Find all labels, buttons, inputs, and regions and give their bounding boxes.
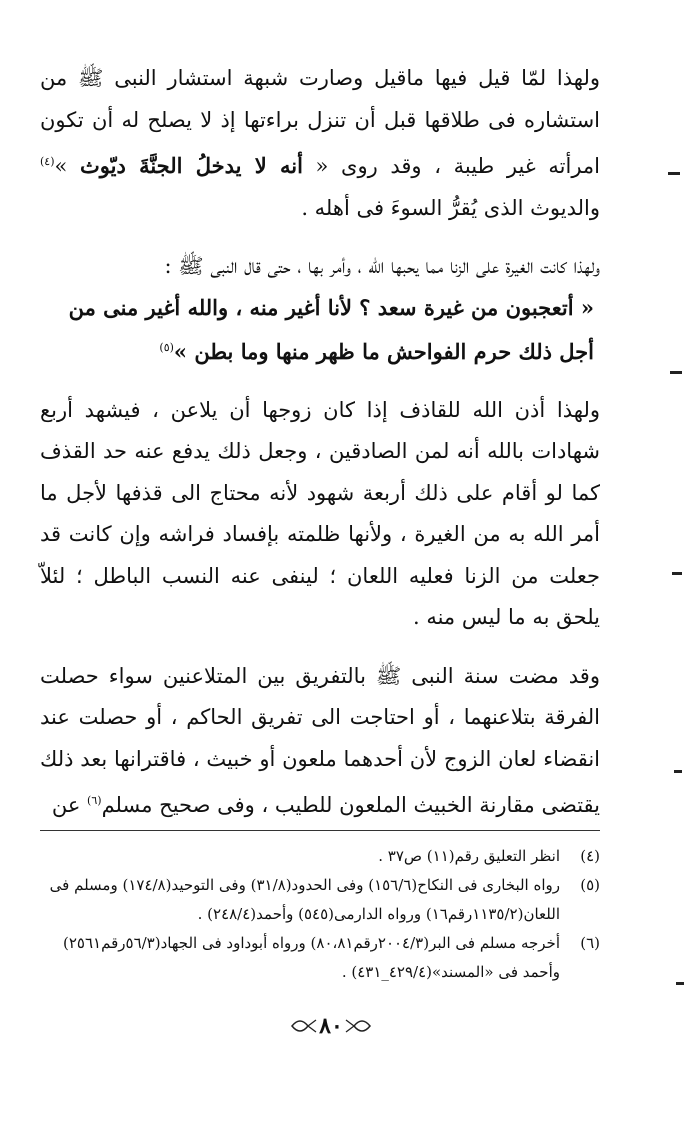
footnotes — [40, 842, 600, 987]
paragraph-3: ولهذا أذن الله للقاذف إذا كان زوجها أن يلاعن ، فيشهد أربع شهادات بالله أنه لمن الصادقين ، وجعل ذلك يدفع عنه حد القذف كما لو أقام على ذلك أربعة شهود لأنه محتاج الى قذفها لأجل ما أمر الله به من الغيرة ، ولأنها ظلمته بإفساد فراشه وإن كانت قد جعلت من الزنا فعليه اللعان ؛ لينفى عنه النسب الباطل ؛ لئلاّ يلحق به ما ليس منه . — [40, 397, 600, 629]
margin-mark — [674, 770, 682, 773]
paragraph-1: ولهذا لمّا قيل فيها ماقيل وصارت شبهة استشار النبى ﷺ من استشاره فى طلاقها قبل أن تنزل براءتها إذ لا يصلح له أن تكون امرأته غير طيبة ، وقد روى « أنه لا يدخلُ الجنَّةَ ديّوث »$^{(٤)}$ والديوث الذى يُقرُّ السوءَ فى أهله . — [40, 66, 601, 220]
hadith-quote: « أتعجبون من غيرة سعد ؟ لأنا أغير منه ، والله أغير منى من أجل ذلك حرم الفواحش ما ظهر منها وما بطن »$^{(٥)}$ — [68, 294, 594, 364]
margin-mark — [670, 371, 682, 374]
footnote-5 — [40, 871, 600, 929]
footnote-ref-6: (٦) — [87, 794, 102, 807]
footnote-number: (٤) — [580, 847, 600, 865]
main-text — [40, 58, 600, 827]
footnote-ref-4: (٤) — [40, 155, 55, 168]
footnote-text: أخرجه مسلم فى البر(٢٠٠٤/٣رقم٨٠،٨١) ورواه أبوداود فى الجهاد(٥٦/٣رقم٢٥٦١) وأحمد فى «المسند»(٤٢٩/٤_٤٣١) . — [63, 934, 560, 981]
margin-mark — [668, 172, 680, 175]
footnote-ref-5: (٥) — [159, 340, 174, 354]
footnote-6 — [40, 929, 600, 987]
paragraph-4: وقد مضت سنة النبى ﷺ بالتفريق بين المتلاعنين سواء حصلت الفرقة بتلاعنهما ، أو احتاجت الى تفريق الحاكم ، أو حصلت عند انقضاء لعان الزوج لأن أحدهما ملعون أو خبيث ، فاقترانها بعد ذلك يقتضى مقارنة الخبيث الملعون للطيب ، وفى صحيح مسلم$^{(٦)}$ عن — [40, 663, 600, 817]
hadith-bold: أنه لا يدخلُ الجنَّةَ ديّوث — [80, 153, 303, 178]
footnote-number: (٦) — [580, 934, 600, 952]
margin-mark — [672, 572, 682, 575]
footnote-number: (٥) — [580, 876, 600, 894]
footnote-4 — [40, 842, 600, 871]
footnote-text: رواه البخارى فى النكاح(١٥٦/٦) وفى الحدود(٣١/٨) وفى التوحيد(١٧٤/٨) ومسلم فى اللعان(١١٣٥/٢رقم١٦) ورواه الدارمى(٥٤٥) وأحمد(٢٤٨/٤) . — [49, 876, 560, 923]
footnote-divider — [40, 830, 600, 831]
page-number: ٨٠ — [286, 1006, 376, 1046]
margin-mark — [676, 982, 684, 985]
footnote-text: انظر التعليق رقم(١١) ص٣٧ . — [378, 847, 560, 865]
paragraph-2: ولهذا كانت الغيرة على الزنا مما يحبها الله ، وأمر بها ، حتى قال النبى ﷺ : — [164, 254, 600, 278]
